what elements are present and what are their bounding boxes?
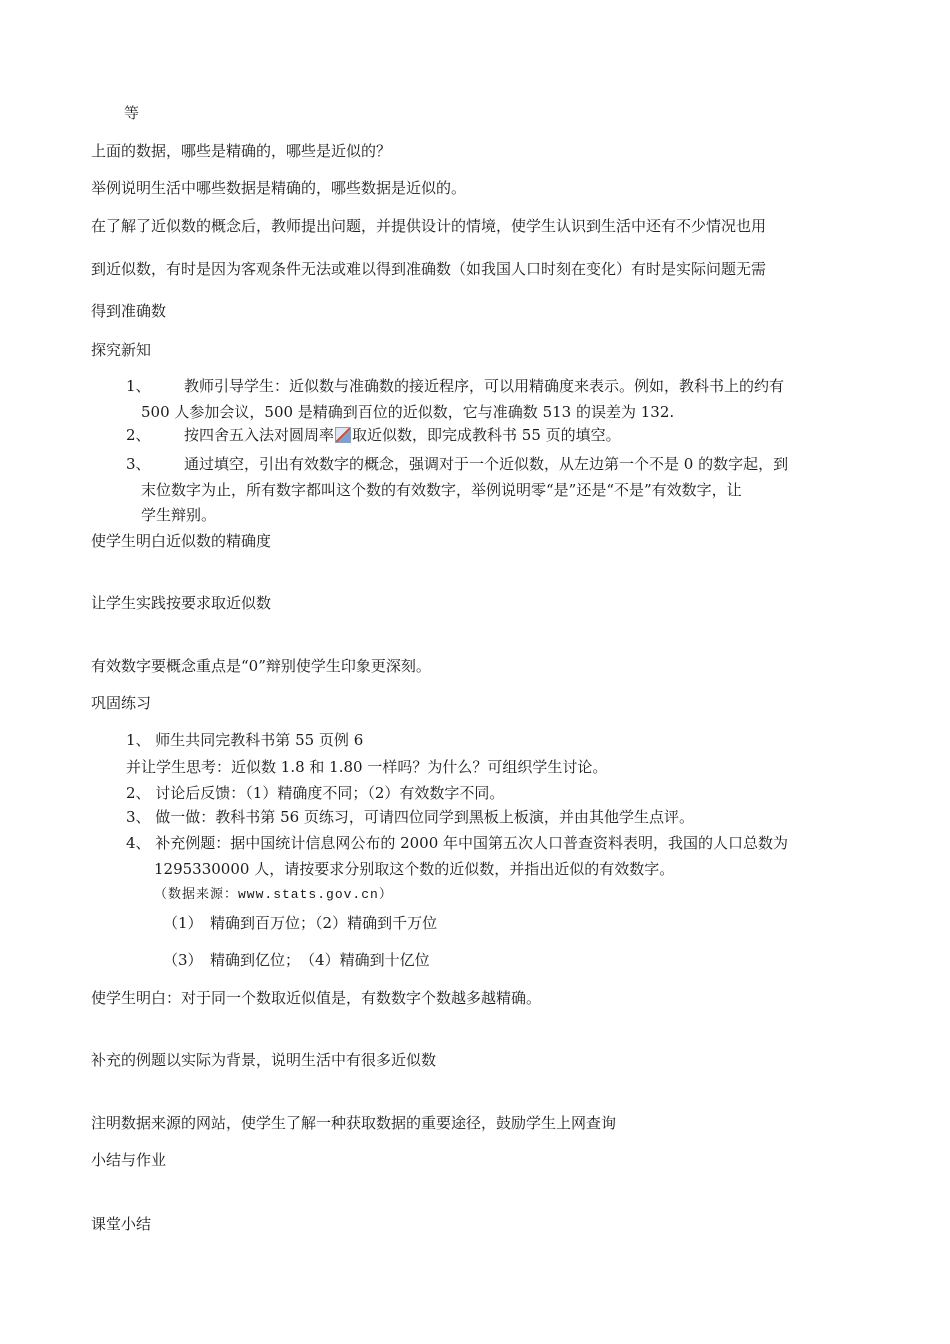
- note-text: 有效数字要概念重点是“0”辩别使学生印象更深刻。: [91, 657, 431, 675]
- list-item-text: 末位数字为止，所有数字都叫这个数的有效数字，举例说明零“是”还是“不是”有效数字，让: [141, 481, 742, 499]
- heading-summary: 小结与作业: [91, 1151, 167, 1169]
- heading-explore: 探究新知: [91, 341, 152, 359]
- list-item-text: 500 人参加会议，500 是精确到百位的近似数，它与准确数 513 的误差为 132.: [141, 403, 675, 421]
- list-item-text: 学生辩别。: [141, 506, 217, 524]
- sub-question: （1） 精确到百万位；（2）精确到千万位: [163, 914, 438, 932]
- note-text: 注明数据来源的网站，使学生了解一种获取数据的重要途径，鼓励学生上网查询: [91, 1114, 617, 1132]
- pi-image-icon: [335, 427, 351, 443]
- text-deng: 等: [124, 104, 140, 122]
- list-item-text: [184, 425, 621, 445]
- question-life-examples: 举例说明生活中哪些数据是精确的，哪些数据是近似的。: [91, 179, 467, 197]
- heading-class-summary: 课堂小结: [91, 1215, 152, 1233]
- list-item-text-part: 取近似数，即完成教科书 55 页的填空。: [352, 426, 621, 444]
- practice-item: 2、 讨论后反馈：（1）精确度不同；（2）有效数字不同。: [126, 784, 505, 802]
- note-text: 使学生明白：对于同一个数取近似值是，有数数字个数越多越精确。: [91, 989, 542, 1007]
- sub-question: （3） 精确到亿位； （4）精确到十亿位: [163, 951, 430, 969]
- note-text: 使学生明白近似数的精确度: [91, 532, 272, 550]
- data-source: （数据来源：www.stats.gov.cn）: [154, 887, 393, 902]
- note-text: 补充的例题以实际为背景，说明生活中有很多近似数: [91, 1051, 437, 1069]
- paragraph-line: 得到准确数: [91, 302, 167, 320]
- list-number: 1、: [126, 377, 151, 395]
- list-number: 3、: [126, 455, 151, 473]
- list-item-text: 教师引导学生：近似数与准确数的接近程序，可以用精确度来表示。例如，教科书上的约有: [184, 377, 785, 395]
- list-number: 2、: [126, 426, 151, 444]
- heading-practice: 巩固练习: [91, 694, 152, 712]
- list-item-text-part: 按四舍五入法对圆周率: [184, 426, 335, 444]
- paragraph-line: 在了解了近似数的概念后，教师提出问题，并提供设计的情境，使学生认识到生活中还有不少情况也用: [91, 217, 767, 235]
- paragraph-line: 到近似数，有时是因为客观条件无法或难以得到准确数（如我国人口时刻在变化）有时是实际问题无需: [91, 260, 767, 278]
- practice-item: 3、 做一做：教科书第 56 页练习，可请四位同学到黑板上板演，并由其他学生点评。: [126, 808, 694, 826]
- list-item-text: 通过填空，引出有效数字的概念，强调对于一个近似数，从左边第一个不是 0 的数字起，到: [184, 455, 789, 473]
- practice-item-text: 并让学生思考：近似数 1.8 和 1.80 一样吗？为什么？可组织学生讨论。: [126, 758, 608, 776]
- practice-item: 4、 补充例题：据中国统计信息网公布的 2000 年中国第五次人口普查资料表明，我国的人口总数为: [126, 834, 789, 852]
- practice-item: 1、 师生共同完教科书第 55 页例 6: [126, 731, 364, 749]
- question-accurate-or-approx: 上面的数据，哪些是精确的，哪些是近似的？: [91, 142, 392, 160]
- practice-item-text: 1295330000 人，请按要求分别取这个数的近似数，并指出近似的有效数字。: [154, 860, 675, 878]
- note-text: 让学生实践按要求取近似数: [91, 594, 272, 612]
